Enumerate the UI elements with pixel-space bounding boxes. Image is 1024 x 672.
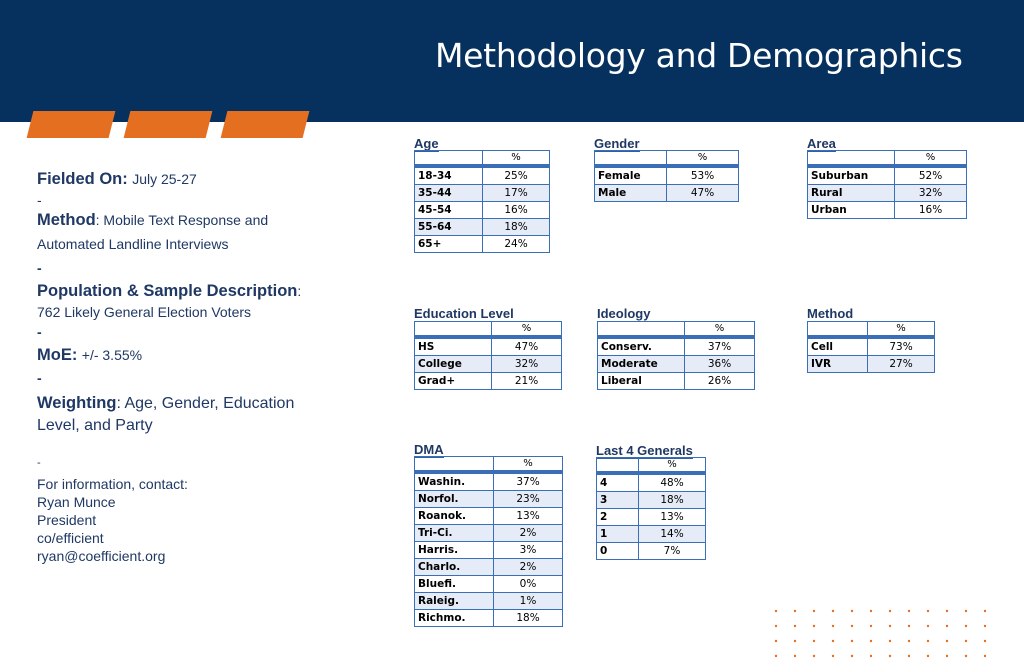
decorative-dot bbox=[927, 625, 929, 627]
orange-stripe bbox=[27, 111, 116, 138]
decorative-dot bbox=[965, 640, 967, 642]
header-cell-percent: % bbox=[639, 458, 706, 474]
percent-cell: 16% bbox=[895, 202, 967, 219]
dma-table bbox=[414, 456, 563, 627]
decorative-dot bbox=[889, 655, 891, 657]
percent-cell: 47% bbox=[667, 185, 739, 202]
decorative-dot bbox=[832, 640, 834, 642]
table-row bbox=[595, 185, 739, 202]
category-cell: Tri-Ci. bbox=[415, 525, 494, 542]
percent-cell: 0% bbox=[494, 576, 563, 593]
table-row bbox=[598, 337, 755, 356]
fielded-label: Fielded On: bbox=[37, 170, 128, 188]
decorative-dot bbox=[889, 640, 891, 642]
dma-table-title: DMA bbox=[414, 442, 444, 457]
decorative-dot bbox=[965, 655, 967, 657]
table-row bbox=[597, 526, 706, 543]
percent-cell: 2% bbox=[494, 525, 563, 542]
table-header-row bbox=[597, 458, 706, 474]
method-row bbox=[37, 211, 268, 230]
table-row bbox=[808, 185, 967, 202]
decorative-dot bbox=[832, 610, 834, 612]
table-row bbox=[808, 166, 967, 185]
table-row bbox=[415, 185, 550, 202]
generals-table bbox=[596, 457, 706, 560]
table-header-row bbox=[808, 151, 967, 167]
gender-table-title: Gender bbox=[594, 136, 640, 151]
table-row bbox=[415, 491, 563, 508]
contact-name: Ryan Munce bbox=[37, 494, 116, 510]
ideology-table-title: Ideology bbox=[597, 306, 651, 321]
decorative-dot bbox=[965, 625, 967, 627]
category-cell: 3 bbox=[597, 492, 639, 509]
decorative-dot bbox=[908, 625, 910, 627]
decorative-dot bbox=[775, 610, 777, 612]
category-cell: Raleig. bbox=[415, 593, 494, 610]
decorative-dot bbox=[813, 625, 815, 627]
decorative-dot bbox=[984, 655, 986, 657]
percent-cell: 48% bbox=[639, 473, 706, 492]
weighting-label: Weighting bbox=[37, 394, 117, 412]
decorative-dot bbox=[984, 640, 986, 642]
percent-cell: 14% bbox=[639, 526, 706, 543]
header-banner bbox=[0, 0, 1024, 122]
category-cell: Male bbox=[595, 185, 667, 202]
decorative-dot bbox=[908, 655, 910, 657]
table-row bbox=[415, 593, 563, 610]
ideology-table bbox=[597, 321, 755, 390]
weighting-value-cont: Level, and Party bbox=[37, 417, 153, 434]
education-table bbox=[414, 321, 562, 390]
decorative-dot bbox=[984, 610, 986, 612]
table-row bbox=[808, 202, 967, 219]
decorative-dot bbox=[794, 640, 796, 642]
separator: - bbox=[37, 370, 42, 386]
percent-cell: 18% bbox=[494, 610, 563, 627]
category-cell: Washin. bbox=[415, 472, 494, 491]
percent-cell: 27% bbox=[868, 356, 935, 373]
moe-row bbox=[37, 346, 142, 365]
header-cell-percent: % bbox=[685, 322, 755, 338]
decorative-dot bbox=[794, 625, 796, 627]
percent-cell: 32% bbox=[492, 356, 562, 373]
decorative-dot bbox=[946, 655, 948, 657]
percent-cell: 53% bbox=[667, 166, 739, 185]
category-cell: Rural bbox=[808, 185, 895, 202]
decorative-dot bbox=[927, 655, 929, 657]
gender-table bbox=[594, 150, 739, 202]
percent-cell: 18% bbox=[483, 219, 550, 236]
percent-cell: 17% bbox=[483, 185, 550, 202]
orange-stripe bbox=[221, 111, 310, 138]
table-row bbox=[598, 373, 755, 390]
category-cell: Moderate bbox=[598, 356, 685, 373]
table-row bbox=[415, 373, 562, 390]
table-row bbox=[808, 337, 935, 356]
decorative-dot bbox=[832, 625, 834, 627]
header-cell-percent: % bbox=[895, 151, 967, 167]
decorative-dot bbox=[851, 655, 853, 657]
decorative-dot bbox=[927, 610, 929, 612]
decorative-dot bbox=[965, 610, 967, 612]
decorative-dot bbox=[851, 640, 853, 642]
table-row bbox=[415, 508, 563, 525]
header-cell-percent: % bbox=[483, 151, 550, 167]
table-row bbox=[415, 219, 550, 236]
category-cell: 0 bbox=[597, 543, 639, 560]
table-header-row bbox=[415, 457, 563, 473]
fielded-value: July 25-27 bbox=[132, 171, 197, 187]
separator: - bbox=[37, 192, 42, 208]
category-cell: Conserv. bbox=[598, 337, 685, 356]
category-cell: Female bbox=[595, 166, 667, 185]
decorative-dot bbox=[889, 610, 891, 612]
decorative-dot bbox=[775, 655, 777, 657]
area-table-title: Area bbox=[807, 136, 836, 151]
table-row bbox=[808, 356, 935, 373]
table-row bbox=[415, 559, 563, 576]
table-row bbox=[415, 525, 563, 542]
contact-intro: For information, contact: bbox=[37, 476, 188, 492]
table-row bbox=[597, 543, 706, 560]
table-header-row bbox=[595, 151, 739, 167]
table-row bbox=[415, 236, 550, 253]
percent-cell: 18% bbox=[639, 492, 706, 509]
decorative-dot bbox=[813, 610, 815, 612]
header-cell-blank bbox=[415, 457, 494, 473]
percent-cell: 36% bbox=[685, 356, 755, 373]
weighting-value: : Age, Gender, Education bbox=[116, 395, 295, 412]
table-header-row bbox=[415, 151, 550, 167]
moe-value: +/- 3.55% bbox=[81, 347, 143, 363]
category-cell: Roanok. bbox=[415, 508, 494, 525]
table-row bbox=[597, 473, 706, 492]
population-label: Population & Sample Description bbox=[37, 282, 298, 300]
header-cell-blank bbox=[598, 322, 685, 338]
method-value: : Mobile Text Response and bbox=[95, 212, 269, 228]
education-table-title: Education Level bbox=[414, 306, 514, 321]
percent-cell: 73% bbox=[868, 337, 935, 356]
table-row bbox=[415, 202, 550, 219]
category-cell: Liberal bbox=[598, 373, 685, 390]
table-row bbox=[598, 356, 755, 373]
header-cell-percent: % bbox=[868, 322, 935, 338]
percent-cell: 13% bbox=[494, 508, 563, 525]
decorative-dot bbox=[870, 655, 872, 657]
table-row bbox=[595, 166, 739, 185]
category-cell: 4 bbox=[597, 473, 639, 492]
generals-table-title: Last 4 Generals bbox=[596, 443, 693, 458]
decorative-dot bbox=[908, 640, 910, 642]
table-header-row bbox=[598, 322, 755, 338]
category-cell: Suburban bbox=[808, 166, 895, 185]
decorative-dot bbox=[946, 640, 948, 642]
decorative-dot bbox=[889, 625, 891, 627]
age-table-title: Age bbox=[414, 136, 439, 151]
contact-org: co/efficient bbox=[37, 530, 104, 546]
population-colon: : bbox=[297, 283, 302, 299]
percent-cell: 23% bbox=[494, 491, 563, 508]
decorative-dot bbox=[946, 625, 948, 627]
percent-cell: 32% bbox=[895, 185, 967, 202]
category-cell: Richmo. bbox=[415, 610, 494, 627]
percent-cell: 2% bbox=[494, 559, 563, 576]
percent-cell: 16% bbox=[483, 202, 550, 219]
category-cell: 35-44 bbox=[415, 185, 483, 202]
header-cell-percent: % bbox=[492, 322, 562, 338]
header-cell-blank bbox=[415, 151, 483, 167]
table-row bbox=[415, 356, 562, 373]
page-title: Methodology and Demographics bbox=[435, 36, 963, 75]
percent-cell: 52% bbox=[895, 166, 967, 185]
category-cell: Bluefi. bbox=[415, 576, 494, 593]
population-value: 762 Likely General Election Voters bbox=[37, 304, 252, 320]
percent-cell: 47% bbox=[492, 337, 562, 356]
category-cell: 18-34 bbox=[415, 166, 483, 185]
category-cell: IVR bbox=[808, 356, 868, 373]
decorative-dot bbox=[908, 610, 910, 612]
separator: - bbox=[37, 324, 42, 340]
moe-label: MoE: bbox=[37, 346, 78, 364]
decorative-dot bbox=[813, 640, 815, 642]
percent-cell: 25% bbox=[483, 166, 550, 185]
decorative-dot bbox=[851, 625, 853, 627]
decorative-dot bbox=[775, 640, 777, 642]
category-cell: Grad+ bbox=[415, 373, 492, 390]
header-cell-percent: % bbox=[667, 151, 739, 167]
decorative-dot bbox=[927, 640, 929, 642]
decorative-dot bbox=[870, 625, 872, 627]
separator: - bbox=[37, 260, 42, 276]
percent-cell: 21% bbox=[492, 373, 562, 390]
category-cell: Urban bbox=[808, 202, 895, 219]
percent-cell: 26% bbox=[685, 373, 755, 390]
header-cell-blank bbox=[808, 151, 895, 167]
contact-email[interactable]: ryan@coefficient.org bbox=[37, 548, 166, 564]
population-row bbox=[37, 282, 301, 301]
category-cell: 65+ bbox=[415, 236, 483, 253]
table-row bbox=[415, 542, 563, 559]
table-row bbox=[415, 610, 563, 627]
method-value-cont: Automated Landline Interviews bbox=[37, 236, 229, 252]
decorative-dot bbox=[794, 610, 796, 612]
area-table bbox=[807, 150, 967, 219]
decorative-dot bbox=[813, 655, 815, 657]
table-header-row bbox=[415, 322, 562, 338]
category-cell: College bbox=[415, 356, 492, 373]
header-cell-percent: % bbox=[494, 457, 563, 473]
category-cell: Cell bbox=[808, 337, 868, 356]
weighting-row bbox=[37, 394, 294, 413]
category-cell: 2 bbox=[597, 509, 639, 526]
decorative-dot bbox=[870, 640, 872, 642]
table-row bbox=[415, 337, 562, 356]
decorative-dot bbox=[794, 655, 796, 657]
percent-cell: 13% bbox=[639, 509, 706, 526]
category-cell: 45-54 bbox=[415, 202, 483, 219]
category-cell: Charlo. bbox=[415, 559, 494, 576]
percent-cell: 3% bbox=[494, 542, 563, 559]
category-cell: Harris. bbox=[415, 542, 494, 559]
decorative-dot-grid bbox=[770, 606, 1000, 666]
orange-stripe bbox=[124, 111, 213, 138]
separator: - bbox=[37, 457, 41, 469]
method-table-title: Method bbox=[807, 306, 854, 321]
header-cell-blank bbox=[808, 322, 868, 338]
table-header-row bbox=[808, 322, 935, 338]
percent-cell: 24% bbox=[483, 236, 550, 253]
method-table bbox=[807, 321, 935, 373]
percent-cell: 1% bbox=[494, 593, 563, 610]
header-cell-blank bbox=[595, 151, 667, 167]
percent-cell: 7% bbox=[639, 543, 706, 560]
category-cell: 55-64 bbox=[415, 219, 483, 236]
decorative-dot bbox=[832, 655, 834, 657]
table-row bbox=[415, 472, 563, 491]
contact-role: President bbox=[37, 512, 97, 528]
percent-cell: 37% bbox=[685, 337, 755, 356]
decorative-dot bbox=[870, 610, 872, 612]
decorative-dot bbox=[851, 610, 853, 612]
table-row bbox=[597, 492, 706, 509]
decorative-dot bbox=[984, 625, 986, 627]
age-table bbox=[414, 150, 550, 253]
header-cell-blank bbox=[415, 322, 492, 338]
percent-cell: 37% bbox=[494, 472, 563, 491]
fielded-row bbox=[37, 170, 197, 189]
decorative-dot bbox=[775, 625, 777, 627]
method-label: Method bbox=[37, 211, 96, 229]
category-cell: 1 bbox=[597, 526, 639, 543]
category-cell: Norfol. bbox=[415, 491, 494, 508]
table-row bbox=[415, 166, 550, 185]
table-row bbox=[415, 576, 563, 593]
table-row bbox=[597, 509, 706, 526]
category-cell: HS bbox=[415, 337, 492, 356]
header-cell-blank bbox=[597, 458, 639, 474]
decorative-dot bbox=[946, 610, 948, 612]
